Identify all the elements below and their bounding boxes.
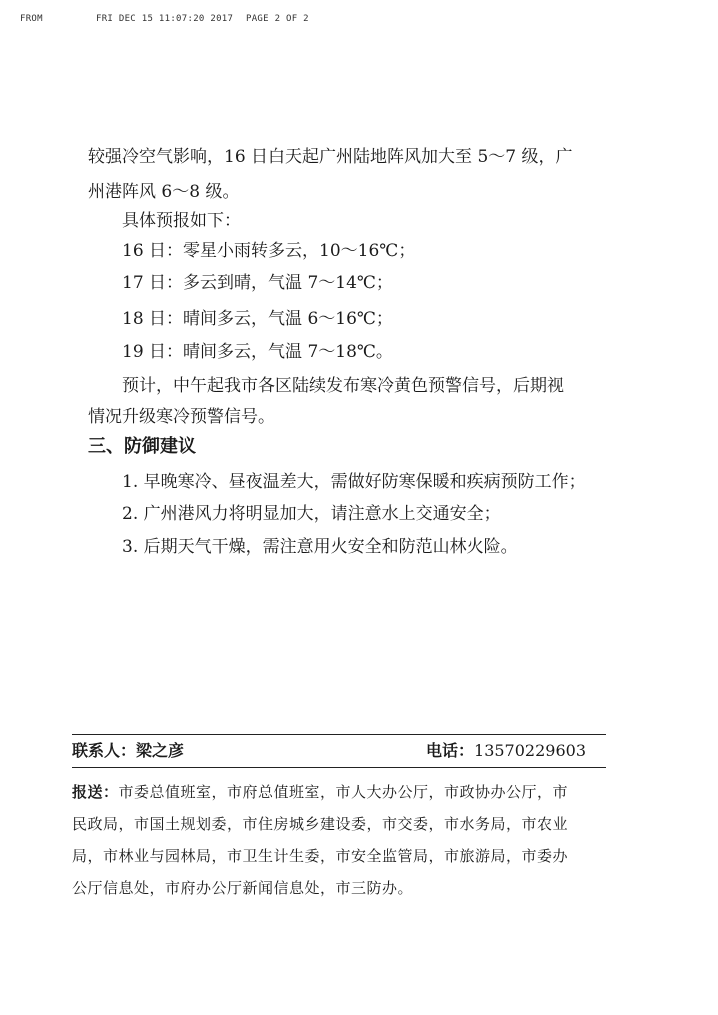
advice-item: 2. 广州港风力将明显加大，请注意水上交通安全； bbox=[122, 504, 501, 524]
fax-page-number: PAGE 2 OF 2 bbox=[246, 14, 309, 24]
recipients-line bbox=[72, 778, 568, 807]
recipients-line: 民政局，市国土规划委，市住房城乡建设委，市交委，市水务局，市农业 bbox=[72, 815, 569, 833]
forecast-day: 16 日：零星小雨转多云，10～16℃； bbox=[122, 241, 416, 261]
warning-line: 情况升级寒冷预警信号。 bbox=[88, 407, 275, 427]
recipients-label: 报送： bbox=[72, 783, 119, 801]
contact-row bbox=[72, 736, 618, 766]
forecast-day: 18 日：晴间多云，气温 6～16℃； bbox=[122, 309, 393, 329]
forecast-day: 19 日：晴间多云，气温 7～18℃。 bbox=[122, 342, 393, 362]
contact-person-label: 联系人： bbox=[72, 741, 137, 760]
contact-person-name: 梁之彦 bbox=[136, 741, 185, 760]
recipients-text: 市委总值班室，市府总值班室，市人大办公厅，市政协办公厅，市 bbox=[118, 783, 569, 801]
fax-header bbox=[20, 14, 698, 28]
contact-phone-label: 电话： bbox=[426, 741, 475, 760]
recipients-line: 公厅信息处，市府办公厅新闻信息处，市三防办。 bbox=[72, 879, 414, 897]
fax-datetime: FRI DEC 15 11:07:20 2017 bbox=[96, 14, 234, 24]
contact-person bbox=[72, 736, 184, 766]
fax-from-label: FROM bbox=[20, 14, 43, 24]
forecast-intro: 具体预报如下： bbox=[122, 211, 241, 231]
body-line: 较强冷空气影响，16 日白天起广州陆地阵风加大至 5～7 级，广 bbox=[88, 147, 573, 167]
contact-phone bbox=[426, 736, 586, 766]
section-heading: 三、防御建议 bbox=[88, 436, 196, 457]
contact-top-rule bbox=[72, 734, 606, 735]
contact-bottom-rule bbox=[72, 767, 606, 768]
forecast-day: 17 日：多云到晴，气温 7～14℃； bbox=[122, 273, 393, 293]
advice-item: 3. 后期天气干燥，需注意用火安全和防范山林火险。 bbox=[122, 537, 518, 557]
contact-phone-number: 13570229603 bbox=[474, 741, 586, 760]
warning-line: 预计，中午起我市各区陆续发布寒冷黄色预警信号，后期视 bbox=[122, 376, 564, 396]
advice-item: 1. 早晚寒冷、昼夜温差大，需做好防寒保暖和疾病预防工作； bbox=[122, 472, 586, 492]
recipients-line: 局，市林业与园林局，市卫生计生委，市安全监管局，市旅游局，市委办 bbox=[72, 847, 569, 865]
body-line: 州港阵风 6～8 级。 bbox=[88, 182, 240, 202]
